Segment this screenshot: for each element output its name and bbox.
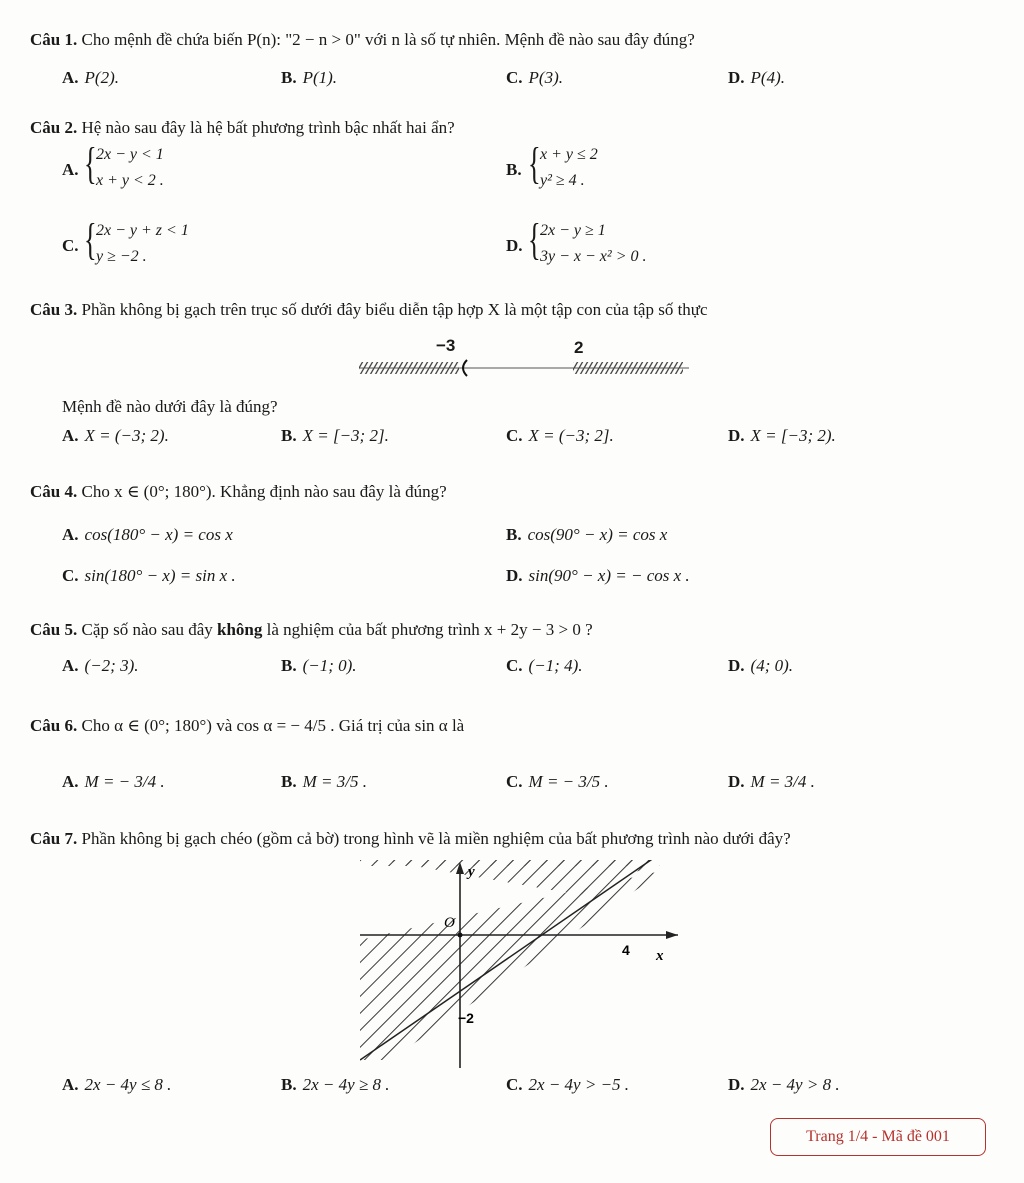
numberline-left-label: −3 <box>436 336 456 355</box>
option-6d[interactable]: D. M = 3/4 . <box>728 772 815 791</box>
numberline-right-label: 2 <box>574 338 584 357</box>
solution-region-graph <box>360 860 690 1070</box>
question-label: Câu 5. <box>30 620 78 639</box>
question-stem: Cho mệnh đề chứa biến P(n): "2 − n > 0" với n là số tự nhiên. Mệnh đề nào sau đây đúng? <box>81 30 695 49</box>
question-label: Câu 7. <box>30 829 78 848</box>
option-3b[interactable]: B. X = [−3; 2]. <box>281 426 389 445</box>
question-label: Câu 1. <box>30 30 78 49</box>
system-2a: { 2x − y < 1 x + y < 2 . <box>84 139 164 189</box>
system-2c: { 2x − y + z < 1 y ≥ −2 . <box>84 215 189 265</box>
question-stem: Cho α ∈ (0°; 180°) và cos α = − 4/5 . Giá trị của sin α là <box>81 716 465 735</box>
question-3 <box>30 300 708 320</box>
option-5d[interactable]: D. (4; 0). <box>728 656 794 675</box>
option-7d[interactable]: D. 2x − 4y > 8 . <box>728 1075 840 1094</box>
option-4c[interactable]: C. sin(180° − x) = sin x . <box>62 566 236 585</box>
option-1a[interactable]: A. P(2). <box>62 68 119 87</box>
option-5b[interactable]: B. (−1; 0). <box>281 656 357 675</box>
option-5c[interactable]: C. (−1; 4). <box>506 656 583 675</box>
question-label: Câu 2. <box>30 118 78 137</box>
system-2d: { 2x − y ≥ 1 3y − x − x² > 0 . <box>528 215 647 265</box>
x-tick-label: 4 <box>622 942 630 958</box>
origin-label: O <box>444 915 455 931</box>
option-4d[interactable]: D. sin(90° − x) = − cos x . <box>506 566 690 585</box>
question-2 <box>30 118 455 138</box>
x-arrow-icon <box>666 931 678 939</box>
question-stem: Hệ nào sau đây là hệ bất phương trình bậc nhất hai ẩn? <box>81 118 455 137</box>
option-3d[interactable]: D. X = [−3; 2). <box>728 426 836 445</box>
question-label: Câu 3. <box>30 300 78 319</box>
x-axis-label: x <box>656 948 664 964</box>
option-2a[interactable]: A. <box>62 160 79 179</box>
option-6a[interactable]: A. M = − 3/4 . <box>62 772 165 791</box>
question-7 <box>30 829 791 849</box>
y-axis-label: y <box>468 864 475 880</box>
question-5 <box>30 620 593 640</box>
option-1d[interactable]: D. P(4). <box>728 68 785 87</box>
option-6b[interactable]: B. M = 3/5 . <box>281 772 367 791</box>
question-1 <box>30 30 695 50</box>
option-1b[interactable]: B. P(1). <box>281 68 338 87</box>
option-7c[interactable]: C. 2x − 4y > −5 . <box>506 1075 630 1094</box>
question-label: Câu 6. <box>30 716 78 735</box>
option-2d[interactable]: D. <box>506 236 523 255</box>
question-3-substem: Mệnh đề nào dưới đây là đúng? <box>62 397 278 416</box>
system-2b: { x + y ≤ 2 y² ≥ 4 . <box>528 139 598 189</box>
page-footer: Trang 1/4 - Mã đề 001 <box>770 1118 986 1156</box>
question-stem: Phần không bị gạch chéo (gồm cả bờ) trong hình vẽ là miền nghiệm của bất phương trình nào dưới đây? <box>81 829 791 848</box>
option-7b[interactable]: B. 2x − 4y ≥ 8 . <box>281 1075 390 1094</box>
option-3c[interactable]: C. X = (−3; 2]. <box>506 426 614 445</box>
question-4 <box>30 482 447 502</box>
option-5a[interactable]: A. (−2; 3). <box>62 656 139 675</box>
option-2c[interactable]: C. <box>62 236 79 255</box>
question-stem-bold: không <box>217 620 263 639</box>
option-4b[interactable]: B. cos(90° − x) = cos x <box>506 525 668 544</box>
question-stem: Phần không bị gạch trên trục số dưới đây biểu diễn tập hợp X là một tập con của tập số thực <box>81 300 708 319</box>
question-6 <box>30 716 464 736</box>
origin-point <box>458 933 463 938</box>
option-4a[interactable]: A. cos(180° − x) = cos x <box>62 525 233 544</box>
option-7a[interactable]: A. 2x − 4y ≤ 8 . <box>62 1075 172 1094</box>
option-2b[interactable]: B. <box>506 160 522 179</box>
question-label: Câu 4. <box>30 482 78 501</box>
option-3a[interactable]: A. X = (−3; 2). <box>62 426 169 445</box>
number-line <box>355 356 695 380</box>
question-stem-post: là nghiệm của bất phương trình x + 2y − 3 > 0 ? <box>262 620 593 639</box>
option-1c[interactable]: C. P(3). <box>506 68 563 87</box>
question-stem: Cho x ∈ (0°; 180°). Khẳng định nào sau đây là đúng? <box>81 482 447 501</box>
question-stem-pre: Cặp số nào sau đây <box>81 620 217 639</box>
y-tick-label: −2 <box>458 1010 474 1026</box>
option-6c[interactable]: C. M = − 3/5 . <box>506 772 609 791</box>
